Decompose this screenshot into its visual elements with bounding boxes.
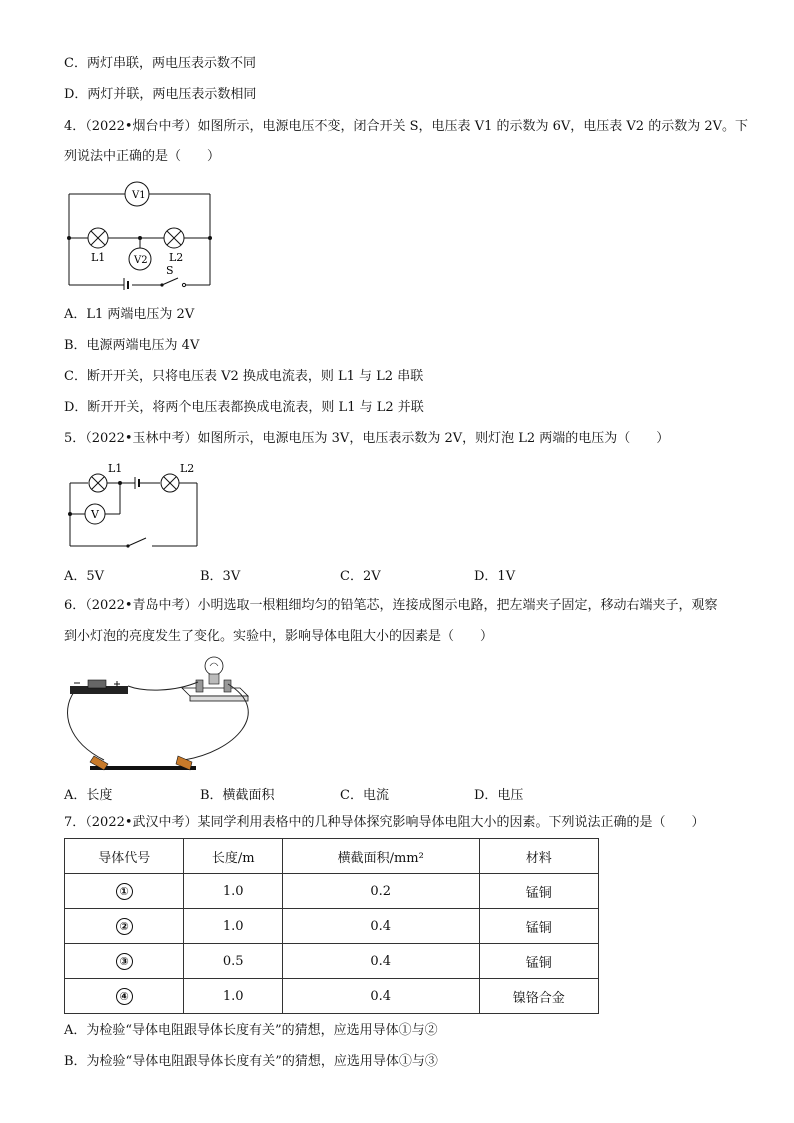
- table-cell: [65, 979, 184, 1014]
- table-cell: [65, 944, 184, 979]
- q5-fig-l1-label: L1: [108, 462, 123, 475]
- q4-fig-l2-label: L2: [169, 251, 184, 264]
- q4-stem-line2: 列说法中正确的是（ ）: [64, 149, 221, 164]
- q4-stem-line1: 4．（2022•烟台中考）如图所示，电源电压不变，闭合开关 S，电压表 V1 的示数为 6V，电压表 V2 的示数为 2V。下: [64, 119, 748, 134]
- table-cell: 0.5: [184, 944, 283, 979]
- q3-option-c: C．两灯串联，两电压表示数不同: [64, 56, 256, 71]
- q5-stem: 5．（2022•玉林中考）如图所示，电源电压为 3V，电压表示数为 2V，则灯泡 L2 两端的电压为（ ）: [64, 431, 670, 446]
- table-cell: [65, 874, 184, 909]
- table-row: [65, 944, 599, 979]
- q4-fig-v1-label: V1: [132, 190, 146, 201]
- table-cell: 锰铜: [479, 909, 598, 944]
- q4-fig-l1-label: L1: [91, 251, 106, 264]
- table-cell: 镍铬合金: [479, 979, 598, 1014]
- table-header-cell: 导体代号: [65, 839, 184, 874]
- q4-option-a: A．L1 两端电压为 2V: [64, 307, 195, 322]
- table-row: [65, 979, 599, 1014]
- q5-option-b: B．3V: [200, 569, 241, 584]
- q4-fig-s-label: S: [166, 264, 174, 277]
- table-cell: 0.2: [282, 874, 479, 909]
- q4-option-d: D．断开开关，将两个电压表都换成电流表，则 L1 与 L2 并联: [64, 400, 424, 415]
- q6-options: [64, 784, 624, 802]
- table-cell: 锰铜: [479, 944, 598, 979]
- q5-option-a: A．5V: [64, 569, 105, 584]
- q5-circuit-diagram: [64, 458, 204, 550]
- table-cell: 0.4: [282, 944, 479, 979]
- table-cell: 1.0: [184, 909, 283, 944]
- q6-experiment-illustration: [64, 652, 258, 778]
- q6-option-a: A．长度: [64, 788, 113, 803]
- q6-option-d: D．电压: [474, 788, 524, 803]
- q3-option-d: D．两灯并联，两电压表示数相同: [64, 87, 257, 102]
- table-cell: 锰铜: [479, 874, 598, 909]
- conductor-id: ④: [116, 988, 133, 1005]
- table-header-row: [65, 839, 599, 874]
- table-cell: 0.4: [282, 909, 479, 944]
- table-header-cell: 材料: [479, 839, 598, 874]
- q6-stem-line1: 6．（2022•青岛中考）小明选取一根粗细均匀的铅笔芯，连接成图示电路，把左端夹子固定，移动右端夹子，观察: [64, 598, 718, 613]
- q6-stem-line2: 到小灯泡的亮度发生了变化。实验中，影响导体电阻大小的因素是（ ）: [64, 629, 494, 644]
- table-row: [65, 874, 599, 909]
- q5-fig-v-label: V: [91, 508, 99, 521]
- q4-fig-v2-label: V2: [134, 255, 148, 266]
- conductor-id: ①: [116, 883, 133, 900]
- table-cell: 1.0: [184, 979, 283, 1014]
- table-row: [65, 909, 599, 944]
- q5-options: [64, 565, 624, 583]
- table-header-cell: 长度/m: [184, 839, 283, 874]
- table-cell: [65, 909, 184, 944]
- table-cell: 1.0: [184, 874, 283, 909]
- q6-option-b: B．横截面积: [200, 788, 275, 803]
- q5-fig-l2-label: L2: [180, 462, 195, 475]
- conductor-id: ②: [116, 918, 133, 935]
- q4-circuit-diagram: [64, 178, 216, 290]
- q4-option-b: B．电源两端电压为 4V: [64, 338, 200, 353]
- q6-option-c: C．电流: [340, 788, 389, 803]
- q7-option-b: B．为检验“导体电阻跟导体长度有关”的猜想，应选用导体①与③: [64, 1054, 438, 1069]
- q7-option-a: A．为检验“导体电阻跟导体长度有关”的猜想，应选用导体①与②: [64, 1023, 438, 1038]
- q7-stem: 7．（2022•武汉中考）某同学利用表格中的几种导体探究影响导体电阻大小的因素。下列说法正确的是（ ）: [64, 815, 705, 830]
- table-cell: 0.4: [282, 979, 479, 1014]
- q7-conductor-table: [64, 838, 599, 1014]
- table-header-cell: 横截面积/mm²: [282, 839, 479, 874]
- q4-option-c: C．断开开关，只将电压表 V2 换成电流表，则 L1 与 L2 串联: [64, 369, 424, 384]
- q5-option-d: D．1V: [474, 569, 516, 584]
- conductor-id: ③: [116, 953, 133, 970]
- q5-option-c: C．2V: [340, 569, 381, 584]
